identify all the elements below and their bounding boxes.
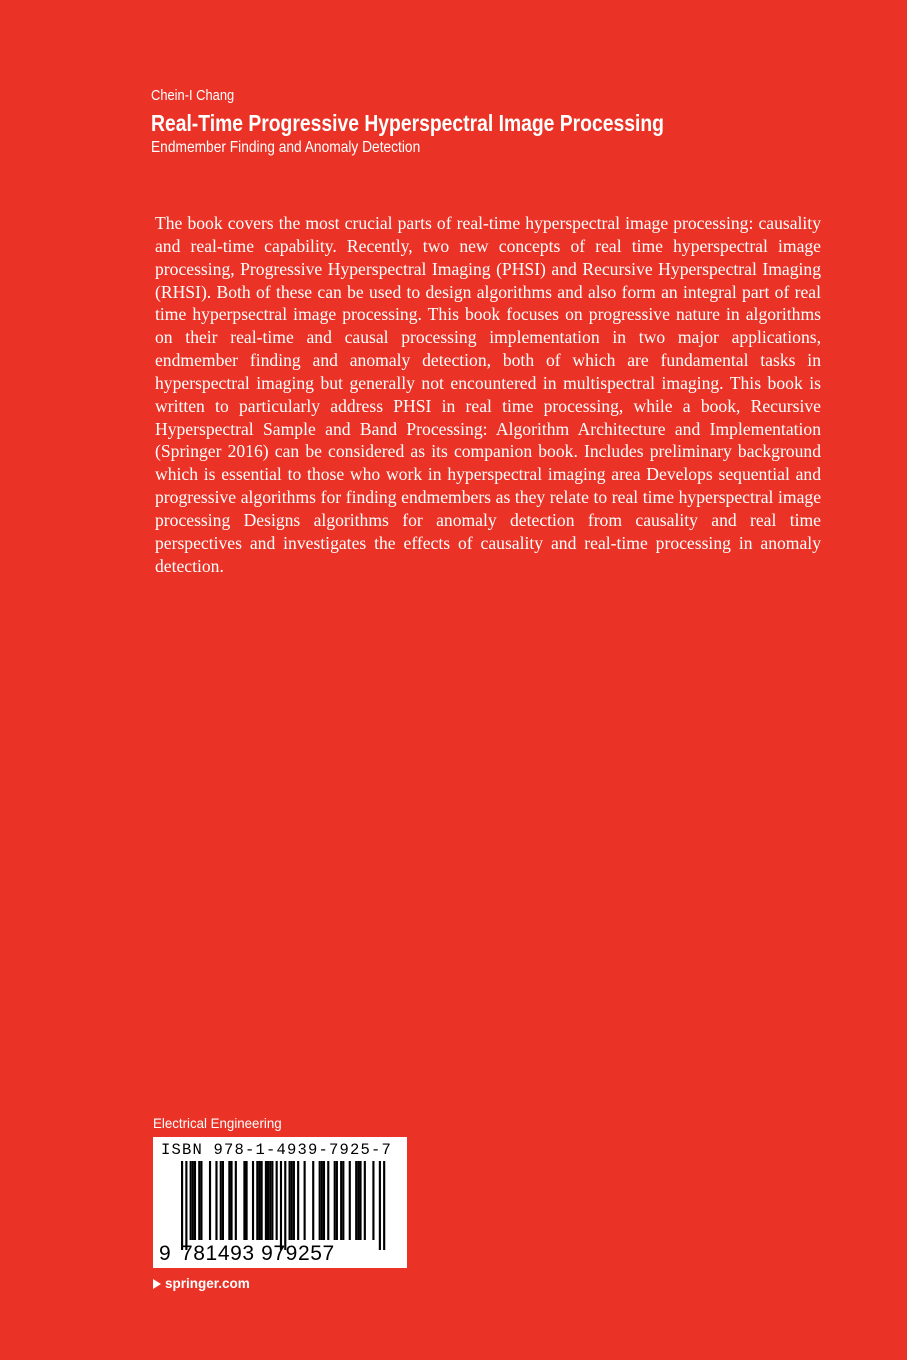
- book-subtitle: Endmember Finding and Anomaly Detection: [151, 139, 421, 156]
- barcode-bar: [256, 1161, 258, 1240]
- barcode-bar: [276, 1161, 278, 1240]
- barcode-bar: [359, 1161, 361, 1240]
- barcode-bar: [293, 1161, 295, 1240]
- barcode-bar: [364, 1161, 366, 1240]
- barcode-bar: [289, 1161, 291, 1240]
- barcode-bar: [319, 1161, 321, 1240]
- barcode-bar: [228, 1161, 230, 1240]
- isbn-barcode: [153, 1137, 407, 1268]
- barcode-bar: [194, 1161, 196, 1240]
- barcode-bar: [280, 1161, 282, 1250]
- author-name: Chein-I Chang: [151, 87, 235, 104]
- barcode-bar: [267, 1161, 269, 1240]
- barcode-bar: [340, 1161, 342, 1240]
- barcode-bar: [265, 1161, 267, 1240]
- barcode-bar: [243, 1161, 245, 1240]
- barcode-bar: [198, 1161, 200, 1240]
- barcode-bar: [215, 1161, 217, 1240]
- barcode-bar: [181, 1161, 183, 1250]
- barcode-bar: [342, 1161, 344, 1240]
- barcode-bar: [291, 1161, 293, 1240]
- barcode-bar: [258, 1161, 260, 1240]
- barcode-bar: [246, 1161, 248, 1240]
- barcode-bar: [284, 1161, 286, 1250]
- barcode-bar: [334, 1161, 336, 1240]
- barcode-bar: [252, 1161, 254, 1240]
- barcode-bar: [372, 1161, 374, 1240]
- barcode-bar: [349, 1161, 351, 1240]
- isbn-label: ISBN 978-1-4939-7925-7: [161, 1141, 393, 1159]
- barcode-bar: [355, 1161, 357, 1240]
- book-description: The book covers the most crucial parts of real-time hyperspectral image processing: causality and real-time capability. Recently, two new concepts of real time hyperspectral image processing, Progressive Hyperspectral Imaging (PHSI) and Recursive Hyperspectral Imaging (RHSI). Both of these can be used to design algorithms and also form an integral part of real time hyperpsectral image processing. This book focuses on progressive nature in algorithms on their real-time and causal processing implementation in two major applications, endmember finding and anomaly detection, both of which are fundamental tasks in hyperspectral imaging but generally not encountered in multispectral imaging. This book is written to particularly address PHSI in real time processing, while a book, Recursive Hyperspectral Sample and Band Processing: Algorithm Architecture and Implementation (Springer 2016) can be considered as its companion book. Includes preliminary background which is essential to those who work in hyperspectral imaging area Develops sequential and progressive algorithms for finding endmembers as they relate to real time hyperspectral image processing Designs algorithms for anomaly detection from causality and real time perspectives and investigates the effects of causality and real-time processing in anomaly detection.: [155, 213, 821, 576]
- barcode-bar: [269, 1161, 271, 1240]
- triangle-right-icon: [153, 1279, 161, 1289]
- barcode-bar: [383, 1161, 385, 1250]
- publisher-website[interactable]: [153, 1275, 250, 1293]
- barcode-bar: [222, 1161, 224, 1240]
- barcode-bar: [336, 1161, 338, 1240]
- barcode-bar: [200, 1161, 202, 1240]
- barcode-digit-groups: 781493 979257: [181, 1242, 335, 1265]
- cover-header: [151, 86, 831, 158]
- barcode-bar: [297, 1161, 299, 1240]
- barcode-bar: [357, 1161, 359, 1240]
- barcode-bar: [261, 1161, 263, 1240]
- barcode-bar: [220, 1161, 222, 1240]
- website-link-text[interactable]: springer.com: [165, 1276, 250, 1291]
- barcode-bar: [271, 1161, 273, 1240]
- barcode-bar: [321, 1161, 323, 1240]
- barcode-bar: [185, 1161, 187, 1250]
- barcode-bar: [209, 1161, 211, 1240]
- barcode-bar: [230, 1161, 232, 1240]
- barcode-bar: [304, 1161, 306, 1240]
- barcode-bar: [192, 1161, 194, 1240]
- book-title: Real-Time Progressive Hyperspectral Image Processing: [151, 110, 664, 136]
- barcode-first-digit: 9: [159, 1242, 171, 1265]
- barcode-bar: [327, 1161, 329, 1240]
- subject-category: Electrical Engineering: [153, 1115, 282, 1131]
- barcode-bar: [379, 1161, 381, 1250]
- barcode-bar: [323, 1161, 325, 1240]
- barcode-digits: [159, 1242, 335, 1266]
- barcode-bar: [312, 1161, 314, 1240]
- barcode-bar: [190, 1161, 192, 1240]
- barcode-bar: [235, 1161, 237, 1240]
